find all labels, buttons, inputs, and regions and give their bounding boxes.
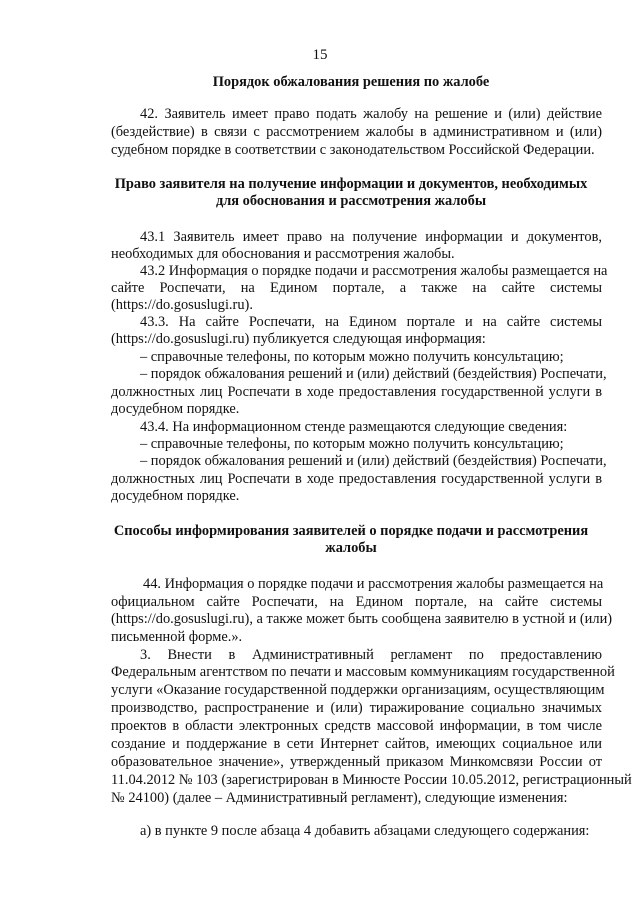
para-44-line-3: (https://do.gosuslugi.ru), а также может быть сообщена заявителю в устной и (или) (111, 611, 613, 627)
para-3-line-3: услуги «Оказание государственной поддержки организациям, осуществляющим (111, 682, 605, 698)
para-43-2-line-2: сайте Роспечати, на Едином портале, а также на сайте системы (111, 280, 602, 296)
para-43-4-item-2-line-3: досудебном порядке. (111, 488, 240, 504)
heading-info-rights-line-1: Право заявителя на получение информации и документов, необходимых (114, 176, 588, 192)
para-43-4-line-1: 43.4. На информационном стенде размещаются следующие сведения: (140, 419, 568, 435)
heading-appeal-procedure: Порядок обжалования решения по жалобе (212, 74, 490, 90)
para-3-line-1: 3. Внести в Административный регламент по предоставлению (140, 647, 602, 663)
page-number: 15 (312, 47, 328, 63)
para-43-4-item-2-line-1: – порядок обжалования решений и (или) действий (бездействия) Роспечати, (140, 453, 607, 469)
para-43-3-line-1: 43.3. На сайте Роспечати, на Едином портале и на сайте системы (140, 314, 602, 330)
para-43-3-line-2: (https://do.gosuslugi.ru) публикуется следующая информация: (111, 331, 486, 347)
para-3-line-8: 11.04.2012 № 103 (зарегистрирован в Минюсте России 10.05.2012, регистрационный (111, 772, 632, 788)
para-44-line-1: 44. Информация о порядке подачи и рассмотрения жалобы размещается на (143, 576, 604, 592)
para-43-4-item-2-line-2: должностных лиц Роспечати в ходе предоставления государственной услуги в (111, 471, 602, 487)
para-42-line-2: (бездействие) в связи с рассмотрением жалобы в административном и (или) (111, 124, 602, 140)
para-3-line-2: Федеральным агентством по печати и массовым коммуникациям государственной (111, 664, 615, 680)
para-3-line-6: создание и поддержание в сети Интернет сайтов, имеющих социальное или (111, 736, 602, 752)
para-43-1-line-1: 43.1 Заявитель имеет право на получение информации и документов, (140, 229, 602, 245)
heading-informing-methods-line-2: жалобы (325, 540, 377, 556)
heading-info-rights-line-2: для обоснования и рассмотрения жалобы (215, 193, 487, 209)
para-44-line-4: письменной форме.». (111, 629, 243, 645)
para-44-line-2: официальном сайте Роспечати, на Едином портале, на сайте системы (111, 594, 602, 610)
para-42-line-1: 42. Заявитель имеет право подать жалобу на решение и (или) действие (140, 106, 602, 122)
para-43-1-line-2: необходимых для обоснования и рассмотрения жалобы. (111, 246, 455, 262)
para-3-line-7: образовательное значение», утвержденный приказом Минкомсвязи России от (111, 754, 602, 770)
para-43-3-item-1: – справочные телефоны, по которым можно получить консультацию; (140, 349, 564, 365)
heading-informing-methods-line-1: Способы информирования заявителей о порядке подачи и рассмотрения (113, 523, 589, 539)
para-43-3-item-2-line-2: должностных лиц Роспечати в ходе предоставления государственной услуги в (111, 384, 602, 400)
para-43-4-item-1: – справочные телефоны, по которым можно получить консультацию; (140, 436, 564, 452)
para-3-line-9: № 24100) (далее – Административный регламент), следующие изменения: (111, 790, 568, 806)
para-3-line-5: проектов в области электронных средств массовой информации, в том числе (111, 718, 602, 734)
para-43-2-line-1: 43.2 Информация о порядке подачи и рассмотрения жалобы размещается на (140, 263, 608, 279)
para-43-3-item-2-line-1: – порядок обжалования решений и (или) действий (бездействия) Роспечати, (140, 366, 607, 382)
para-42-line-3: судебном порядке в соответствии с законодательством Российской Федерации. (111, 142, 595, 158)
para-3-line-4: производство, распространение и (или) тиражирование социально значимых (111, 700, 602, 716)
para-43-2-line-3: (https://do.gosuslugi.ru). (111, 297, 253, 313)
para-a-line-1: а) в пункте 9 после абзаца 4 добавить абзацами следующего содержания: (140, 823, 590, 839)
para-43-3-item-2-line-3: досудебном порядке. (111, 401, 240, 417)
